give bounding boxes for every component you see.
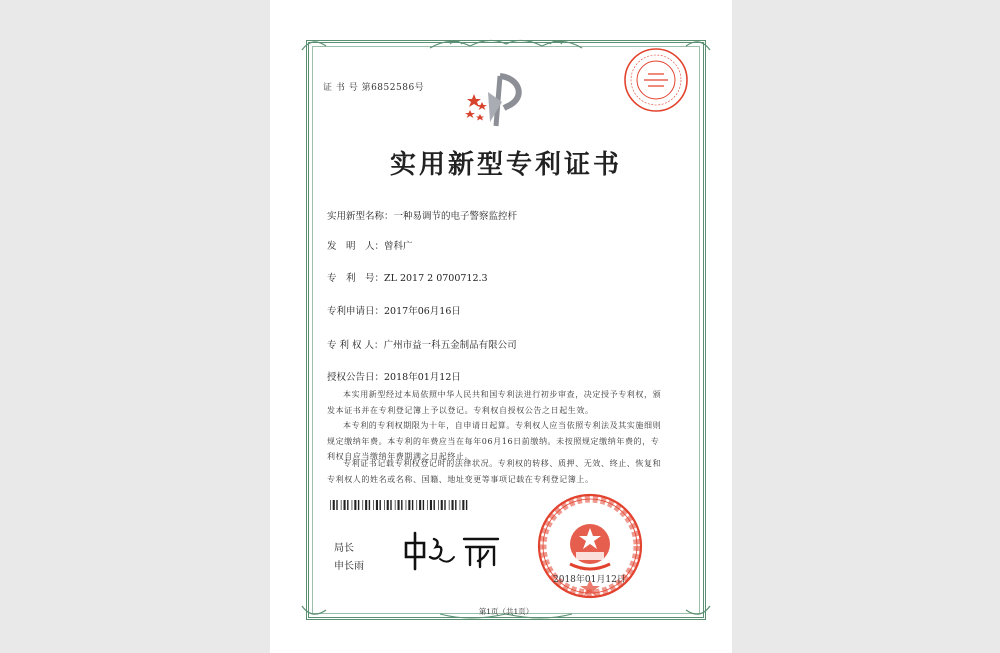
barcode-bar: [462, 500, 464, 510]
certificate-title: 实用新型专利证书: [389, 150, 622, 180]
barcode-bar: [347, 500, 348, 510]
barcode-bar: [460, 500, 461, 510]
barcode-bar: [395, 500, 396, 510]
barcode-bar: [406, 500, 407, 510]
field-value: 一种易调节的电子警察监控杆: [393, 211, 518, 222]
field-value: ZL 2017 2 0700712.3: [384, 273, 488, 284]
barcode-bar: [412, 500, 413, 510]
barcode-bar: [387, 500, 389, 510]
patent-office-logo: [460, 72, 532, 128]
barcode-bar: [333, 500, 335, 510]
field-label: 授权公告日：: [327, 372, 385, 383]
barcode-bar: [369, 500, 370, 510]
barcode-bar: [354, 500, 356, 510]
barcode-bar: [398, 500, 400, 510]
barcode-bar: [390, 500, 391, 510]
barcode-bar: [384, 500, 385, 510]
barcode-bar: [376, 500, 378, 510]
seal-date: 2018年01月12日: [553, 575, 626, 585]
barcode-bar: [449, 500, 450, 510]
director-signature: [400, 525, 510, 575]
barcode-bar: [336, 500, 337, 510]
barcode-bar: [362, 500, 363, 510]
field-label: 实用新型名称：: [327, 211, 394, 222]
field-value: 2017年06月16日: [384, 306, 461, 317]
barcode-bar: [466, 500, 467, 510]
field-label: 专 利 权 人：: [327, 340, 384, 351]
director-title: 局长: [334, 543, 354, 554]
barcode-bar: [401, 500, 402, 510]
field-label: 发 明 人：: [327, 241, 385, 252]
field-value: 2018年01月12日: [384, 372, 461, 383]
barcode-bar: [365, 500, 367, 510]
barcode-bar: [427, 500, 428, 510]
barcode-bar: [452, 500, 454, 510]
barcode-bar: [416, 500, 417, 510]
barcode-bar: [352, 500, 353, 510]
director-name: 申长雨: [334, 561, 364, 572]
barcode-bar: [373, 500, 374, 510]
paragraph-grant: 本实用新型经过本局依照中华人民共和国专利法进行初步审查，决定授予专利权，颁发本证书并在专利登记簿上予以登记。专利权自授权公告之日起生效。: [327, 390, 662, 415]
barcode-bar: [438, 500, 439, 510]
field-utility-model-name: [327, 208, 517, 222]
paragraph-legal-status: 专利证书记载专利权登记时的法律状况。专利权的转移、质押、无效、终止、恢复和专利权人的姓名或名称、国籍、地址变更等事项记载在专利登记簿上。: [327, 459, 662, 484]
barcode-bar: [330, 500, 331, 510]
barcode-bar: [344, 500, 346, 510]
field-inventor: [327, 238, 413, 252]
barcode-bar: [434, 500, 435, 510]
barcode-bar: [380, 500, 381, 510]
field-value: 广州市益一科五金制品有限公司: [383, 340, 517, 351]
field-label: 专利申请日：: [327, 306, 385, 317]
field-application-date: [327, 303, 461, 317]
barcode-bar: [341, 500, 342, 510]
field-publication-date: [327, 369, 461, 383]
barcode-bar: [455, 500, 456, 510]
paragraph-term: 本专利的专利权期限为十年，自申请日起算。专利权人应当依照专利法及其实施细则规定缴纳年费。本专利的年费应当在每年06月16日前缴纳。未按照规定缴纳年费的，专利权自应当缴纳年费期满之日起终止。: [327, 421, 662, 461]
page-number: 第1页（共1页）: [478, 607, 534, 616]
certificate-number: 证 书 号 第6852586号: [323, 83, 425, 93]
barcode-bar: [430, 500, 432, 510]
field-value: 曾科广: [384, 241, 413, 252]
barcode-bar: [419, 500, 421, 510]
field-patentee: [327, 337, 517, 351]
barcode-bar: [408, 500, 410, 510]
barcode-bar: [441, 500, 443, 510]
field-label: 专 利 号：: [327, 273, 385, 284]
barcode: [330, 500, 472, 510]
barcode-bar: [444, 500, 445, 510]
top-right-seal: [622, 46, 690, 114]
barcode-bar: [423, 500, 424, 510]
barcode-bar: [358, 500, 359, 510]
field-patent-number: [327, 270, 488, 284]
